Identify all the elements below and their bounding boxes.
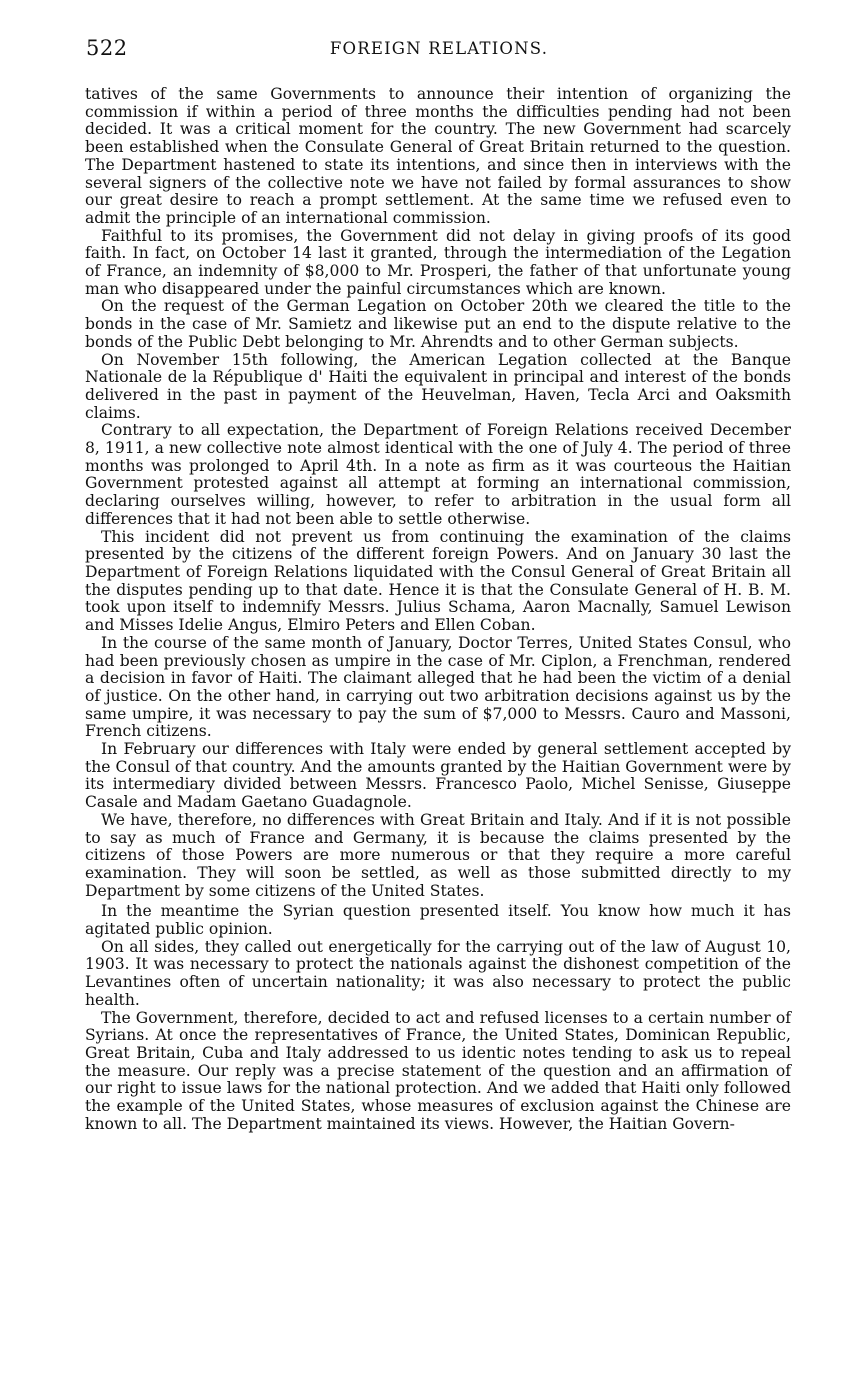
paragraph-syrian-question: In the meantime the Syrian question presented itself. You know how much it has agitated public opinion. — [85, 902, 791, 939]
paragraph-german-legation: On the request of the German Legation on October 20th we cleared the title to the bonds in the case of Mr. Samietz and likewise put an end to the dispute relative to the bonds of the Public Debt belonging to Mr. Ahrendts and to other German subjects. — [85, 297, 791, 351]
paragraph-remaining-claims: We have, therefore, no differences with Great Britain and Italy. And if it is not possible to say as much of France and Germany, it is because the claims presented by the citizens of those Powers are more numerous or that they require a more careful examination. They will soon be settled, as well as those submitted directly to my Department by some citizens of the United States. — [85, 810, 791, 900]
paragraph-continuation: tatives of the same Governments to announce their intention of organizing the commission if within a period of three months the difficulties pending had not been decided. It was a critical moment for the country. The new Government had scarcely been established when the Consulate General of Great Britain returned to the question. The Department hastened to state its intentions, and since then in interviews with the several signers of the collective note we have not failed by formal assurances to show our great desire to reach a prompt settlement. At the same time we refused even to admit the principle of an international commission. — [85, 85, 791, 227]
paragraph-italy-settlement: In February our differences with Italy were ended by general settlement accepted by the Consul of that country. And the amounts granted by the Haitian Government were by its intermediary divided between Messrs. Francesco Paolo, Michel Senisse, Giuseppe Casale and Madam Gaetano Guadagnole. — [85, 740, 791, 812]
body-text — [85, 86, 791, 1133]
paragraph-ciplon-case: In the course of the same month of January, Doctor Terres, United States Consul, who had been previously chosen as umpire in the case of Mr. Ciplon, a Frenchman, rendered a decision in favor of Haiti. The claimant alleged that he had been the victim of a denial of justice. On the other hand, in carrying out two arbitration decisions against us by the same umpire, it was necessary to pay the sum of $7,000 to Messrs. Cauro and Massoni, French citizens. — [85, 633, 791, 741]
paragraph-british-claims: This incident did not prevent us from continuing the examination of the claims presented by the citizens of the different foreign Powers. And on January 30 last the Department of Foreign Relations liquidated with the Consul General of Great Britain all the disputes pending up to that date. Hence it is that the Consulate General of H. B. M. took upon itself to indemnify Messrs. Julius Schama, Aaron Macnally, Samuel Lewison and Misses Idelie Angus, Elmiro Peters and Ellen Coban. — [85, 527, 791, 635]
paragraph-prosperi-indemnity: Faithful to its promises, the Government did not delay in giving proofs of its good faith. In fact, on October 14 last it granted, through the intermediation of the Legation of France, an indemnity of $8,000 to Mr. Prosperi, the father of that unfortunate young man who disappeared under the painful circumstances which are known. — [85, 226, 791, 298]
paragraph-law-1903: On all sides, they called out energetically for the carrying out of the law of August 10, 1903. It was necessary to protect the nationals against the dishonest competition of the Levantines often of uncertain nationality; it was also necessary to protect the public health. — [85, 937, 791, 1009]
running-title: FOREIGN RELATIONS. — [329, 39, 549, 58]
paragraph-collective-note: Contrary to all expectation, the Department of Foreign Relations received December 8, 1911, a new collective note almost identical with the one of July 4. The period of three months was prolonged to April 4th. In a note as firm as it was courteous the Haitian Government protested against all attempt at forming an international commission, declaring ourselves willing, however, to refer to arbitration in the usual form all differences that it had not been able to settle otherwise. — [85, 421, 791, 528]
paragraph-american-legation: On November 15th following, the American Legation collected at the Banque Nationale de la République d' Haiti the equivalent in principal and interest of the bonds delivered in the past in payment of the Heuvelman, Haven, Tecla Arci and Oaksmith claims. — [85, 350, 791, 422]
paragraph-syrian-licenses: The Government, therefore, decided to act and refused licenses to a certain number of Syrians. At once the representatives of France, the United States, Dominican Republic, Great Britain, Cuba and Italy addressed to us identic notes tending to ask us to repeal the measure. Our reply was a precise statement of the question and an affirmation of our right to issue laws for the national protection. And we added that Haiti only followed the example of the United States, whose measures of exclusion against the Chinese are known to all. The Department maintained its views. However, the Haitian Govern- — [85, 1008, 791, 1133]
page-number: 522 — [86, 36, 128, 60]
page-header — [86, 36, 792, 64]
